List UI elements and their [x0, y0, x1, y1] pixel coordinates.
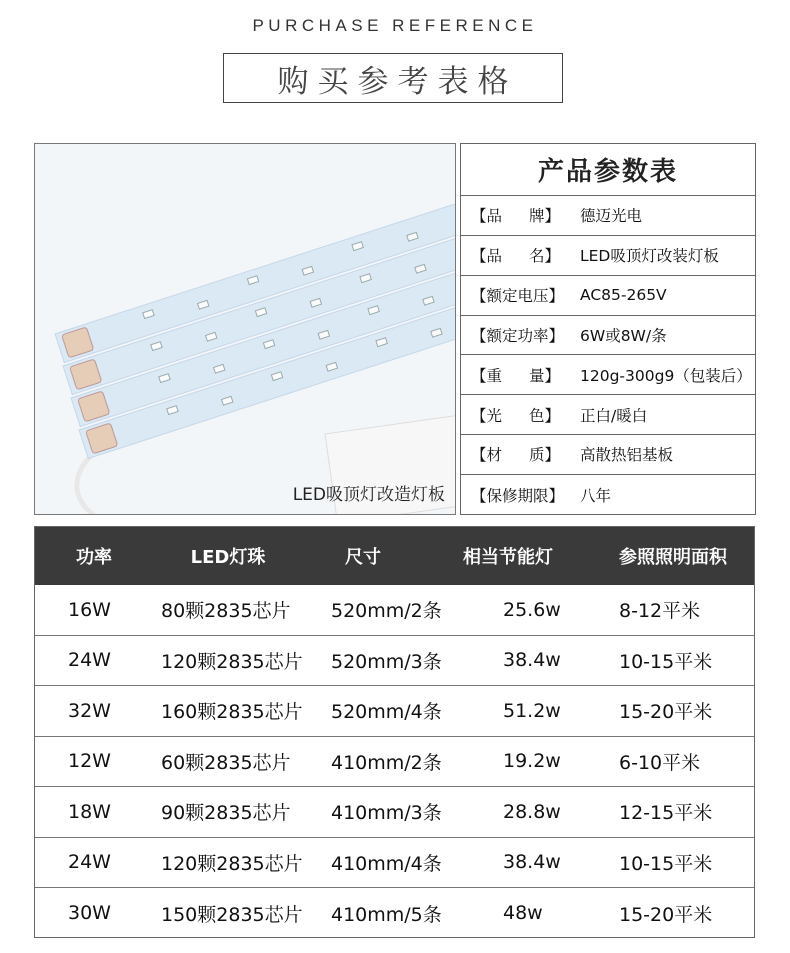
spec-key: [461, 284, 564, 306]
spec-key: [461, 204, 564, 226]
cell-equivalent-cfl: 51.2w: [503, 699, 561, 722]
cell-equivalent-cfl: 48w: [503, 902, 543, 925]
spec-key: [461, 244, 564, 266]
cell-size: 410mm/4条: [331, 852, 442, 875]
cell-led-beads: 150颗2835芯片: [161, 903, 303, 926]
cell-led-beads: 120颗2835芯片: [161, 650, 303, 673]
spec-row: [461, 395, 755, 435]
spec-key-part: 质】: [528, 446, 560, 465]
cell-size: 520mm/2条: [331, 600, 442, 623]
spec-row: [461, 316, 755, 356]
cell-power: 18W: [68, 800, 111, 823]
spec-value: 八年: [580, 486, 612, 505]
spec-row: [461, 236, 755, 276]
cell-led-beads: 60颗2835芯片: [161, 751, 291, 774]
cell-power: 32W: [68, 699, 111, 722]
spec-value: 高散热铝基板: [580, 446, 674, 465]
table-row: [35, 737, 754, 788]
table-row: [35, 838, 754, 889]
spec-key-part: 色】: [528, 406, 560, 425]
header-led-beads: LED灯珠: [190, 547, 266, 568]
cell-size: 520mm/4条: [331, 701, 442, 724]
cell-size: 410mm/2条: [331, 751, 442, 774]
spec-key-part: 【额定功率】: [471, 326, 565, 345]
cell-power: 12W: [68, 750, 111, 773]
spec-key-part: 【保修期限】: [471, 486, 565, 505]
spec-row: [461, 475, 755, 515]
cell-equivalent-cfl: 28.8w: [503, 800, 561, 823]
cell-led-beads: 160颗2835芯片: [161, 701, 303, 724]
header-equivalent-cfl: 相当节能灯: [463, 547, 553, 568]
spec-key: [461, 364, 564, 386]
spec-key-part: 【品: [471, 207, 503, 226]
cell-power: 16W: [68, 598, 111, 621]
chinese-title-box: [223, 53, 563, 103]
spec-value: AC85-265V: [580, 286, 667, 305]
spec-row: [461, 196, 755, 236]
cell-size: 410mm/5条: [331, 903, 442, 926]
table-row: [35, 686, 754, 737]
cell-power: 24W: [68, 851, 111, 874]
spec-key-part: 【重: [471, 366, 503, 385]
cell-lighting-area: 15-20平米: [619, 903, 713, 926]
spec-row: [461, 435, 755, 475]
spec-key-part: 【额定电压】: [471, 287, 565, 306]
product-table-header: [35, 527, 754, 585]
table-row: [35, 787, 754, 838]
cell-equivalent-cfl: 19.2w: [503, 750, 561, 773]
spec-key-part: 【材: [471, 446, 503, 465]
cell-lighting-area: 12-15平米: [619, 802, 713, 825]
spec-table-title: 产品参数表: [461, 144, 755, 196]
cell-size: 410mm/3条: [331, 802, 442, 825]
spec-key-part: 名】: [528, 247, 560, 266]
cell-lighting-area: 15-20平米: [619, 701, 713, 724]
spec-key-part: 【光: [471, 406, 503, 425]
header-power: 功率: [76, 547, 112, 568]
spec-key-part: 量】: [528, 366, 560, 385]
spec-key-part: 牌】: [528, 207, 560, 226]
photo-caption: LED吸顶灯改造灯板: [292, 485, 445, 505]
spec-row: [461, 355, 755, 395]
cell-lighting-area: 10-15平米: [619, 852, 713, 875]
cell-equivalent-cfl: 38.4w: [503, 649, 561, 672]
led-board-illustration: [35, 144, 456, 515]
cell-equivalent-cfl: 25.6w: [503, 598, 561, 621]
english-title: PURCHASE REFERENCE: [252, 16, 538, 35]
cell-led-beads: 90颗2835芯片: [161, 802, 291, 825]
spec-value: 德迈光电: [580, 207, 643, 226]
header-size: 尺寸: [345, 547, 381, 568]
spec-row: [461, 276, 755, 316]
cell-power: 24W: [68, 649, 111, 672]
cell-led-beads: 120颗2835芯片: [161, 852, 303, 875]
chinese-title: 购买参考表格: [277, 63, 518, 100]
product-table: [34, 526, 755, 938]
cell-size: 520mm/3条: [331, 650, 442, 673]
spec-value: 正白/暖白: [580, 406, 648, 425]
cell-lighting-area: 8-12平米: [619, 600, 701, 623]
cell-equivalent-cfl: 38.4w: [503, 851, 561, 874]
cell-power: 30W: [68, 902, 111, 925]
spec-value: 120g-300g9（包装后）: [580, 366, 752, 385]
spec-value: LED吸顶灯改装灯板: [580, 247, 719, 266]
header-lighting-area: 参照照明面积: [619, 547, 727, 568]
spec-key: [461, 404, 564, 426]
spec-key: [461, 324, 564, 346]
spec-table: [460, 143, 756, 515]
table-row: [35, 636, 754, 687]
spec-value: 6W或8W/条: [580, 326, 667, 345]
table-row: [35, 585, 754, 636]
table-row: [35, 888, 754, 939]
spec-key-part: 【品: [471, 247, 503, 266]
cell-lighting-area: 6-10平米: [619, 751, 701, 774]
cell-led-beads: 80颗2835芯片: [161, 600, 291, 623]
spec-key: [461, 484, 564, 506]
spec-key: [461, 443, 564, 465]
product-photo: [34, 143, 456, 515]
cell-lighting-area: 10-15平米: [619, 650, 713, 673]
